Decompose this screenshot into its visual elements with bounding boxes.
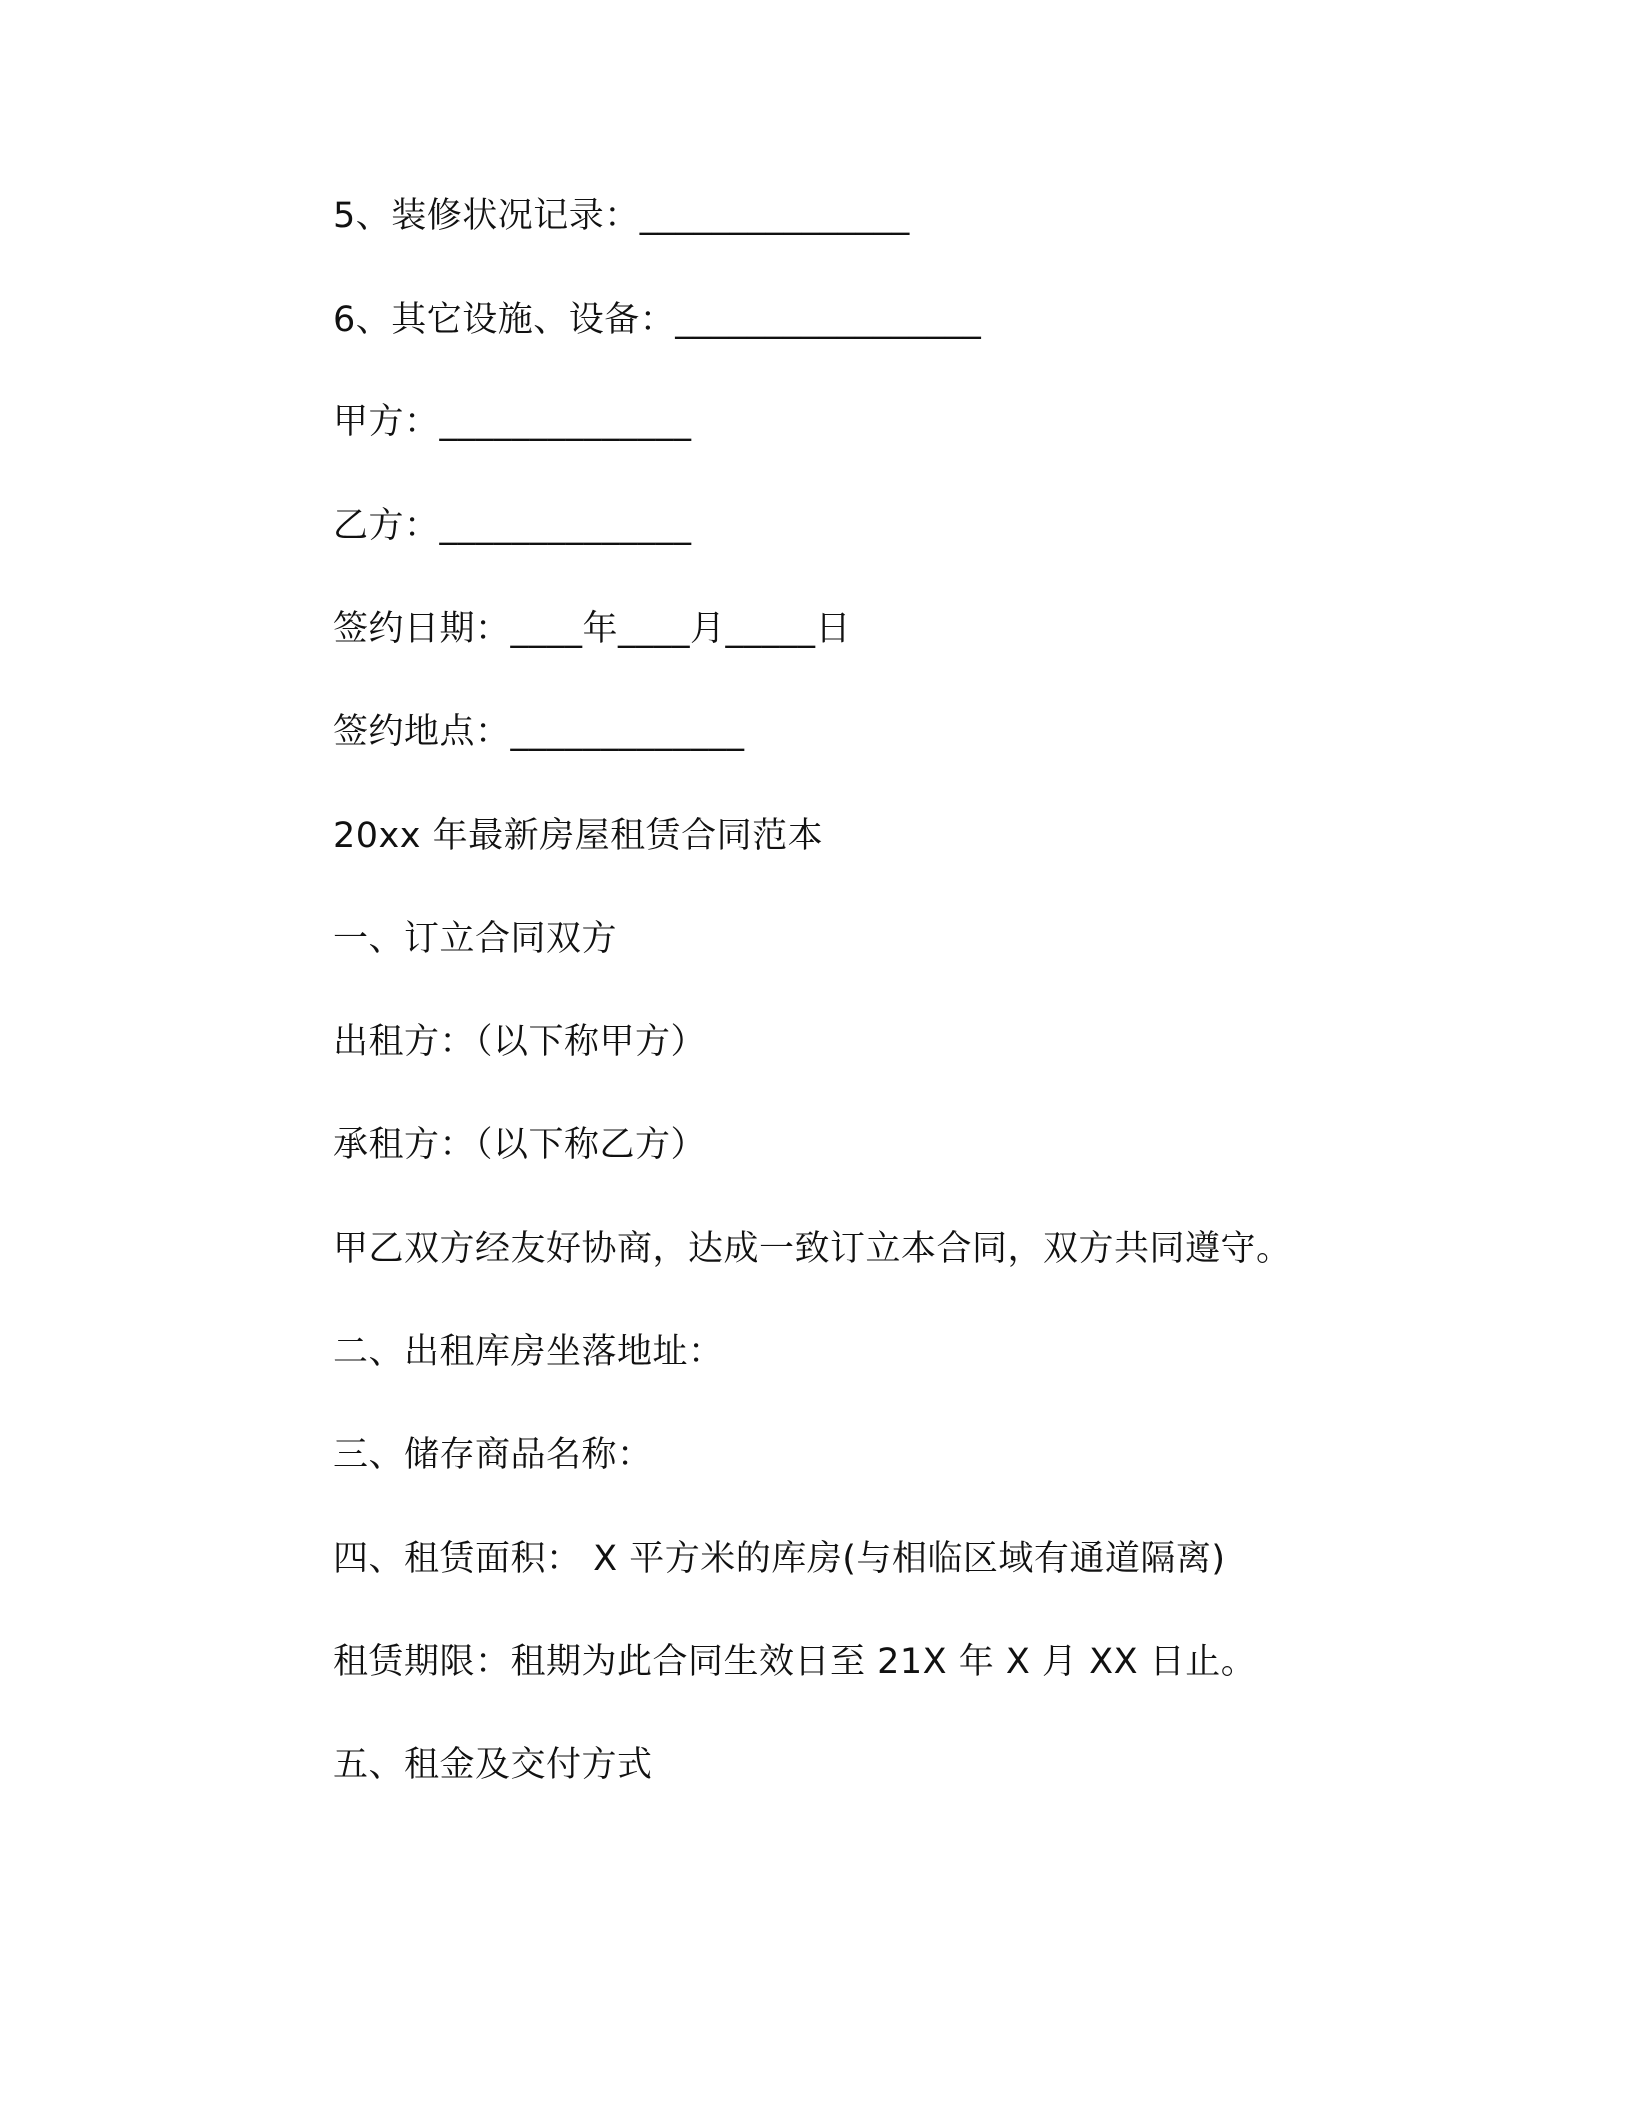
party-b-signature-line: 乙方：______________ (333, 506, 692, 546)
section-two-heading: 二、出租库房坐落地址： (333, 1332, 724, 1372)
agreement-paragraph: 甲乙双方经友好协商，达成一致订立本合同，双方共同遵守。 (333, 1229, 1292, 1269)
lessee-line: 承租方：（以下称乙方） (333, 1125, 707, 1165)
other-facilities-line: 6、其它设施、设备：_________________ (333, 300, 982, 340)
section-four-heading: 四、租赁面积： X 平方米的库房(与相临区域有通道隔离) (333, 1539, 1226, 1579)
section-five-heading: 五、租金及交付方式 (333, 1745, 653, 1785)
signing-date-line: 签约日期：____年____月_____日 (333, 609, 852, 649)
lessor-line: 出租方：（以下称甲方） (333, 1022, 707, 1062)
section-one-heading: 一、订立合同双方 (333, 919, 618, 959)
lease-term-line: 租赁期限：租期为此合同生效日至 21X 年 X 月 XX 日止。 (333, 1642, 1257, 1682)
decoration-record-line: 5、装修状况记录：_______________ (333, 196, 910, 236)
contract-title: 20xx 年最新房屋租赁合同范本 (333, 816, 824, 856)
party-a-signature-line: 甲方：______________ (333, 402, 692, 442)
section-three-heading: 三、储存商品名称： (333, 1435, 653, 1475)
signing-place-line: 签约地点：_____________ (333, 712, 745, 752)
